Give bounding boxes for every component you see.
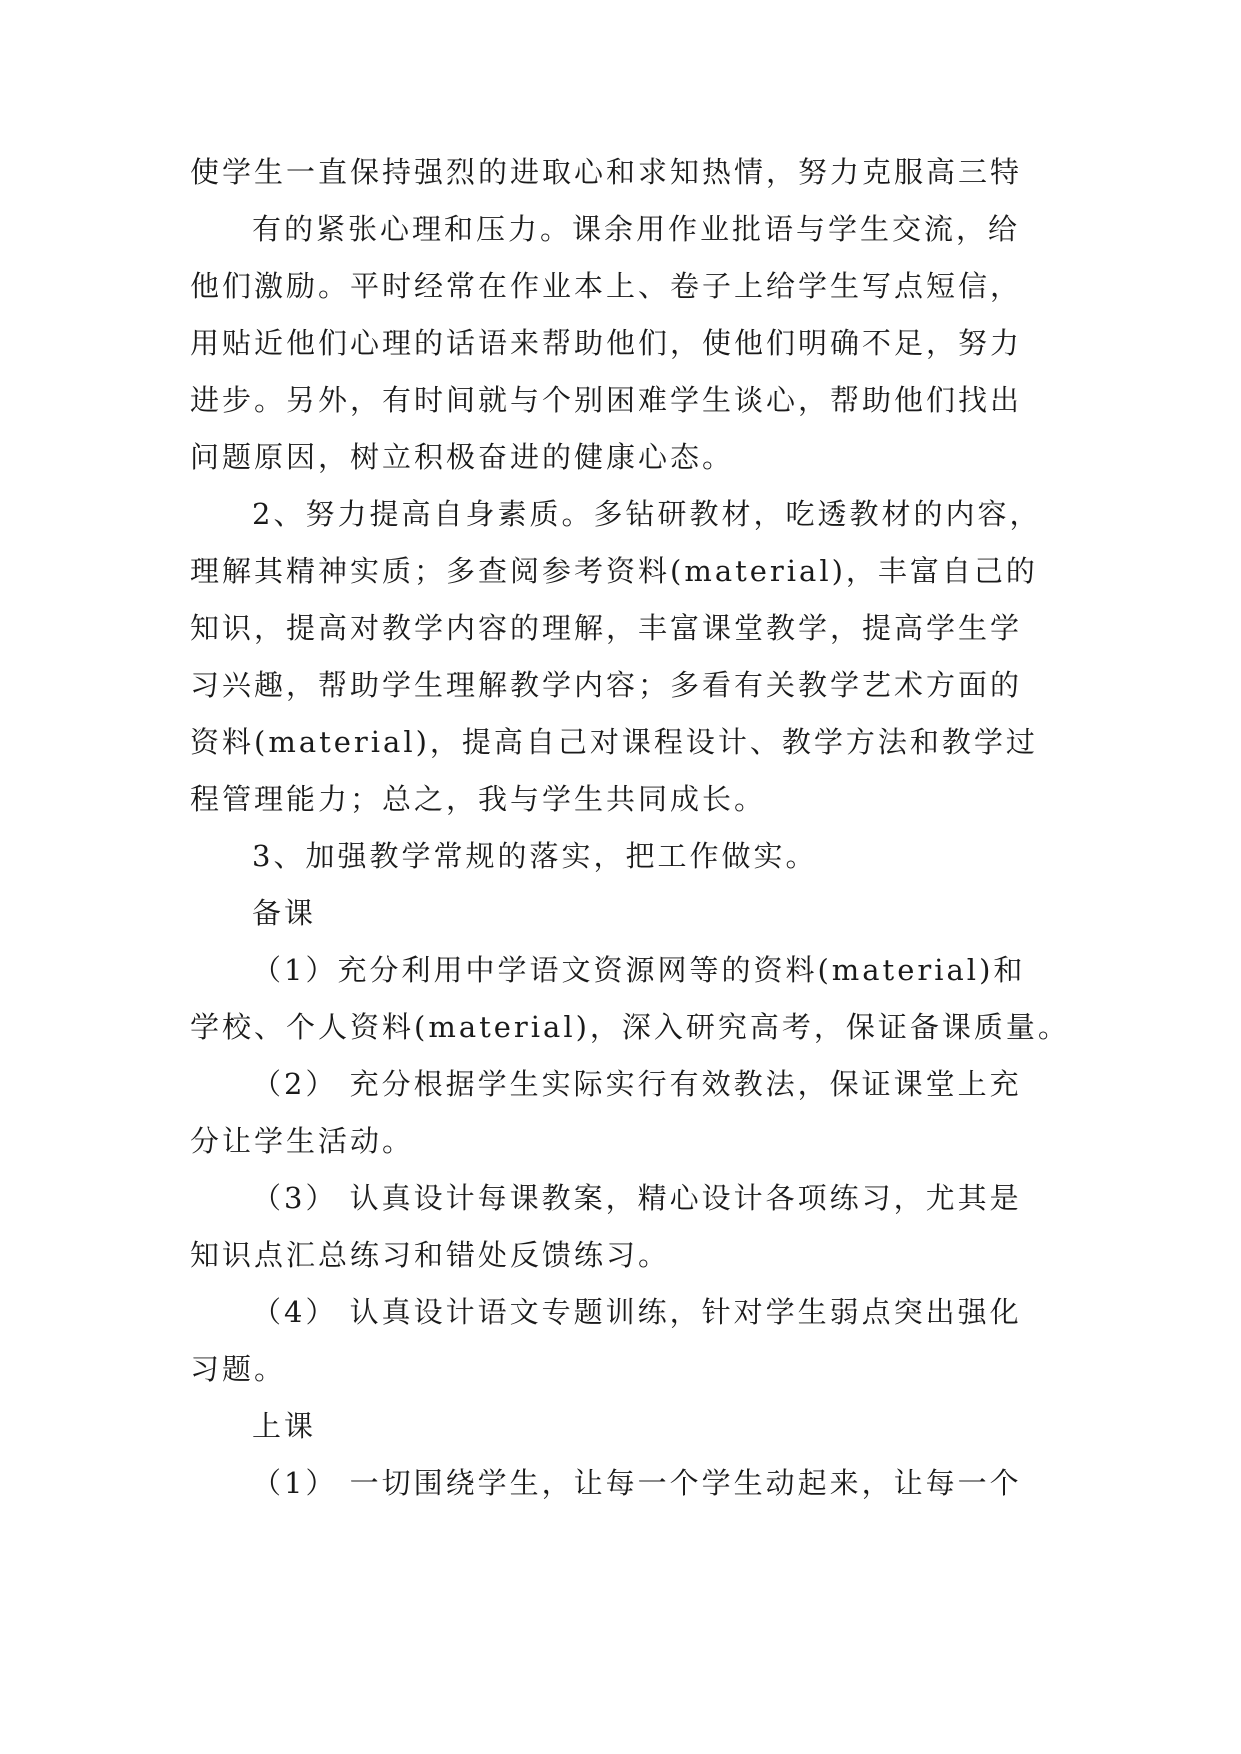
section-heading: 备课 xyxy=(252,896,317,930)
text-line: 问题原因，树立积极奋进的健康心态。 xyxy=(190,440,735,474)
text-line: （3） 认真设计每课教案，精心设计各项练习，尤其是 xyxy=(252,1181,1022,1215)
text-line: 3、加强教学常规的落实，把工作做实。 xyxy=(252,839,818,873)
text-line: 学校、个人资料(material)，深入研究高考，保证备课质量。 xyxy=(190,1010,1070,1044)
section-heading: 上课 xyxy=(252,1409,317,1443)
text-line: 程管理能力；总之，我与学生共同成长。 xyxy=(190,782,767,816)
text-line: （2） 充分根据学生实际实行有效教法，保证课堂上充 xyxy=(252,1067,1022,1101)
text-line: （1） 一切围绕学生，让每一个学生动起来，让每一个 xyxy=(252,1466,1022,1500)
text-line: 知识点汇总练习和错处反馈练习。 xyxy=(190,1238,671,1272)
text-line: 习兴趣，帮助学生理解教学内容；多看有关教学艺术方面的 xyxy=(190,668,1023,702)
text-line: 用贴近他们心理的话语来帮助他们，使他们明确不足，努力 xyxy=(190,326,1023,360)
text-line: （1）充分利用中学语文资源网等的资料(material)和 xyxy=(252,953,1026,987)
text-line: 分让学生活动。 xyxy=(190,1124,415,1158)
text-line: 2、努力提高自身素质。多钻研教材，吃透教材的内容， xyxy=(252,497,1042,531)
text-line: 理解其精神实质；多查阅参考资料(material)，丰富自己的 xyxy=(190,554,1038,588)
text-line: 他们激励。平时经常在作业本上、卷子上给学生写点短信， xyxy=(190,269,1023,303)
text-line: 进步。另外，有时间就与个别困难学生谈心，帮助他们找出 xyxy=(190,383,1023,417)
text-line: （4） 认真设计语文专题训练，针对学生弱点突出强化 xyxy=(252,1295,1022,1329)
text-line: 知识，提高对教学内容的理解，丰富课堂教学，提高学生学 xyxy=(190,611,1023,645)
text-line: 资料(material)，提高自己对课程设计、教学方法和教学过 xyxy=(190,725,1038,759)
text-line: 习题。 xyxy=(190,1352,287,1386)
text-line: 使学生一直保持强烈的进取心和求知热情，努力克服高三特 xyxy=(190,155,1023,189)
text-line: 有的紧张心理和压力。课余用作业批语与学生交流，给 xyxy=(252,212,1021,246)
